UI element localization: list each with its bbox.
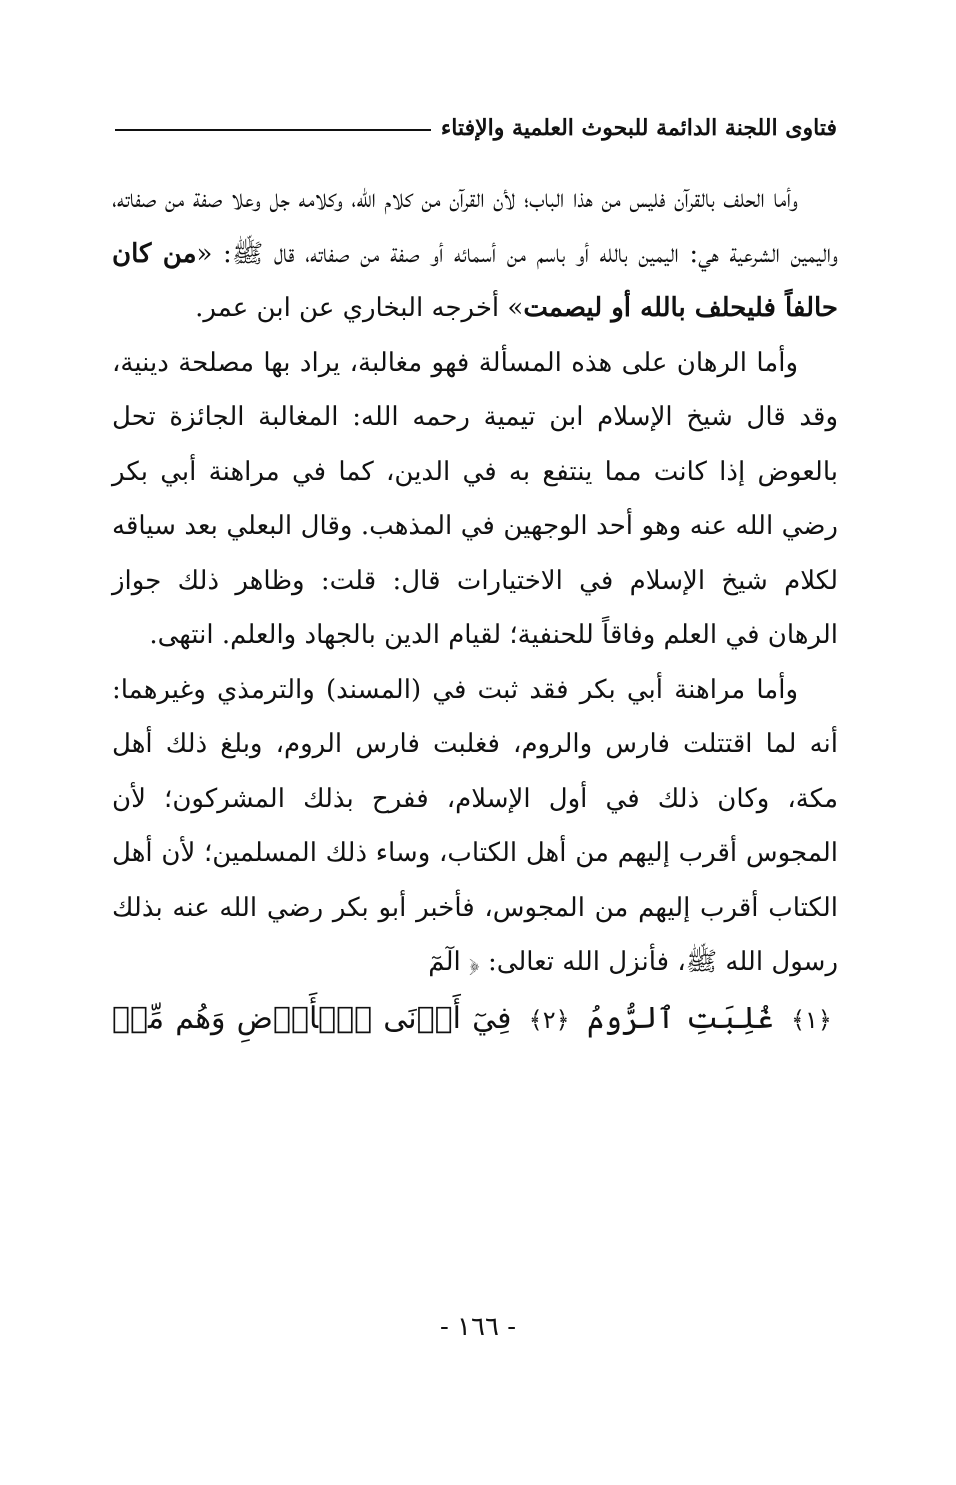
body-text xyxy=(112,172,838,1049)
header-rule xyxy=(115,129,431,131)
quran-verse xyxy=(112,990,838,1049)
paragraph-1-text-b: » أخرجه البخاري عن ابن عمر. xyxy=(195,293,524,323)
verse-number-2-mark: ﴿٢﴾ xyxy=(528,1005,570,1034)
paragraph-3-text: وأما مراهنة أبي بكر فقد ثبت في (المسند) والترمذي وغيرهما: أنه لما اقتتلت فارس والروم، فغلبت فارس الروم، وبلغ ذلك أهل مكة، وكان ذلك في أول الإسلام، ففرح بذلك المشركون؛ لأن المجوس أقرب إليهم من أهل الكتاب، وساء ذلك المسلمين؛ لأن أهل الكتاب أقرب إليهم من المجوس، فأخبر أبو بكر رضي الله عنه بذلك رسول الله ﷺ، فأنزل الله تعالى: ﴿ الٓمٓ xyxy=(112,674,839,977)
paragraph-1-text-a: وأما الحلف بالقرآن فليس من هذا الباب؛ لأن القرآن من كلام الله، وكلامه جل وعلا صفة من صفاته، واليمين الشرعية هي: اليمين بالله أو باسم من أسمائه أو صفة من صفاته، قال ﷺ: « xyxy=(112,184,839,269)
paragraph-2 xyxy=(112,336,838,663)
hadith-quote: من كان حالفاً فليحلف بالله أو ليصمت xyxy=(112,238,838,323)
verse-number-1-mark: ﴿١﴾ xyxy=(790,1005,832,1034)
paragraph-1 xyxy=(112,172,838,336)
running-header-title: فتاوى اللجنة الدائمة للبحوث العلمية والإفتاء xyxy=(440,115,837,141)
page-number: - ١٦٦ - xyxy=(439,1312,517,1342)
verse-part-1: غُلِبَتِ ٱلرُّومُ xyxy=(586,1000,774,1036)
paragraph-2-text: وأما الرهان على هذه المسألة فهو مغالبة، يراد بها مصلحة دينية، وقد قال شيخ الإسلام ابن تيمية رحمه الله: المغالبة الجائزة تحل بالعوض إذا كانت مما ينتفع به في الدين، كما في مراهنة أبي بكر رضي الله عنه وهو أحد الوجهين في المذهب. وقال البعلي بعد سياقه لكلام شيخ الإسلام في الاختيارات قال: قلت: وظاهر ذلك جواز الرهان في العلم وفاقاً للحنفية؛ لقيام الدين بالجهاد والعلم. انتهى. xyxy=(112,347,838,650)
running-header xyxy=(115,108,837,148)
verse-part-2: فِيٓ أَدۡنَى ٱلۡأَرۡضِ وَهُم مِّنۢ xyxy=(112,1000,512,1036)
paragraph-3 xyxy=(112,663,838,990)
